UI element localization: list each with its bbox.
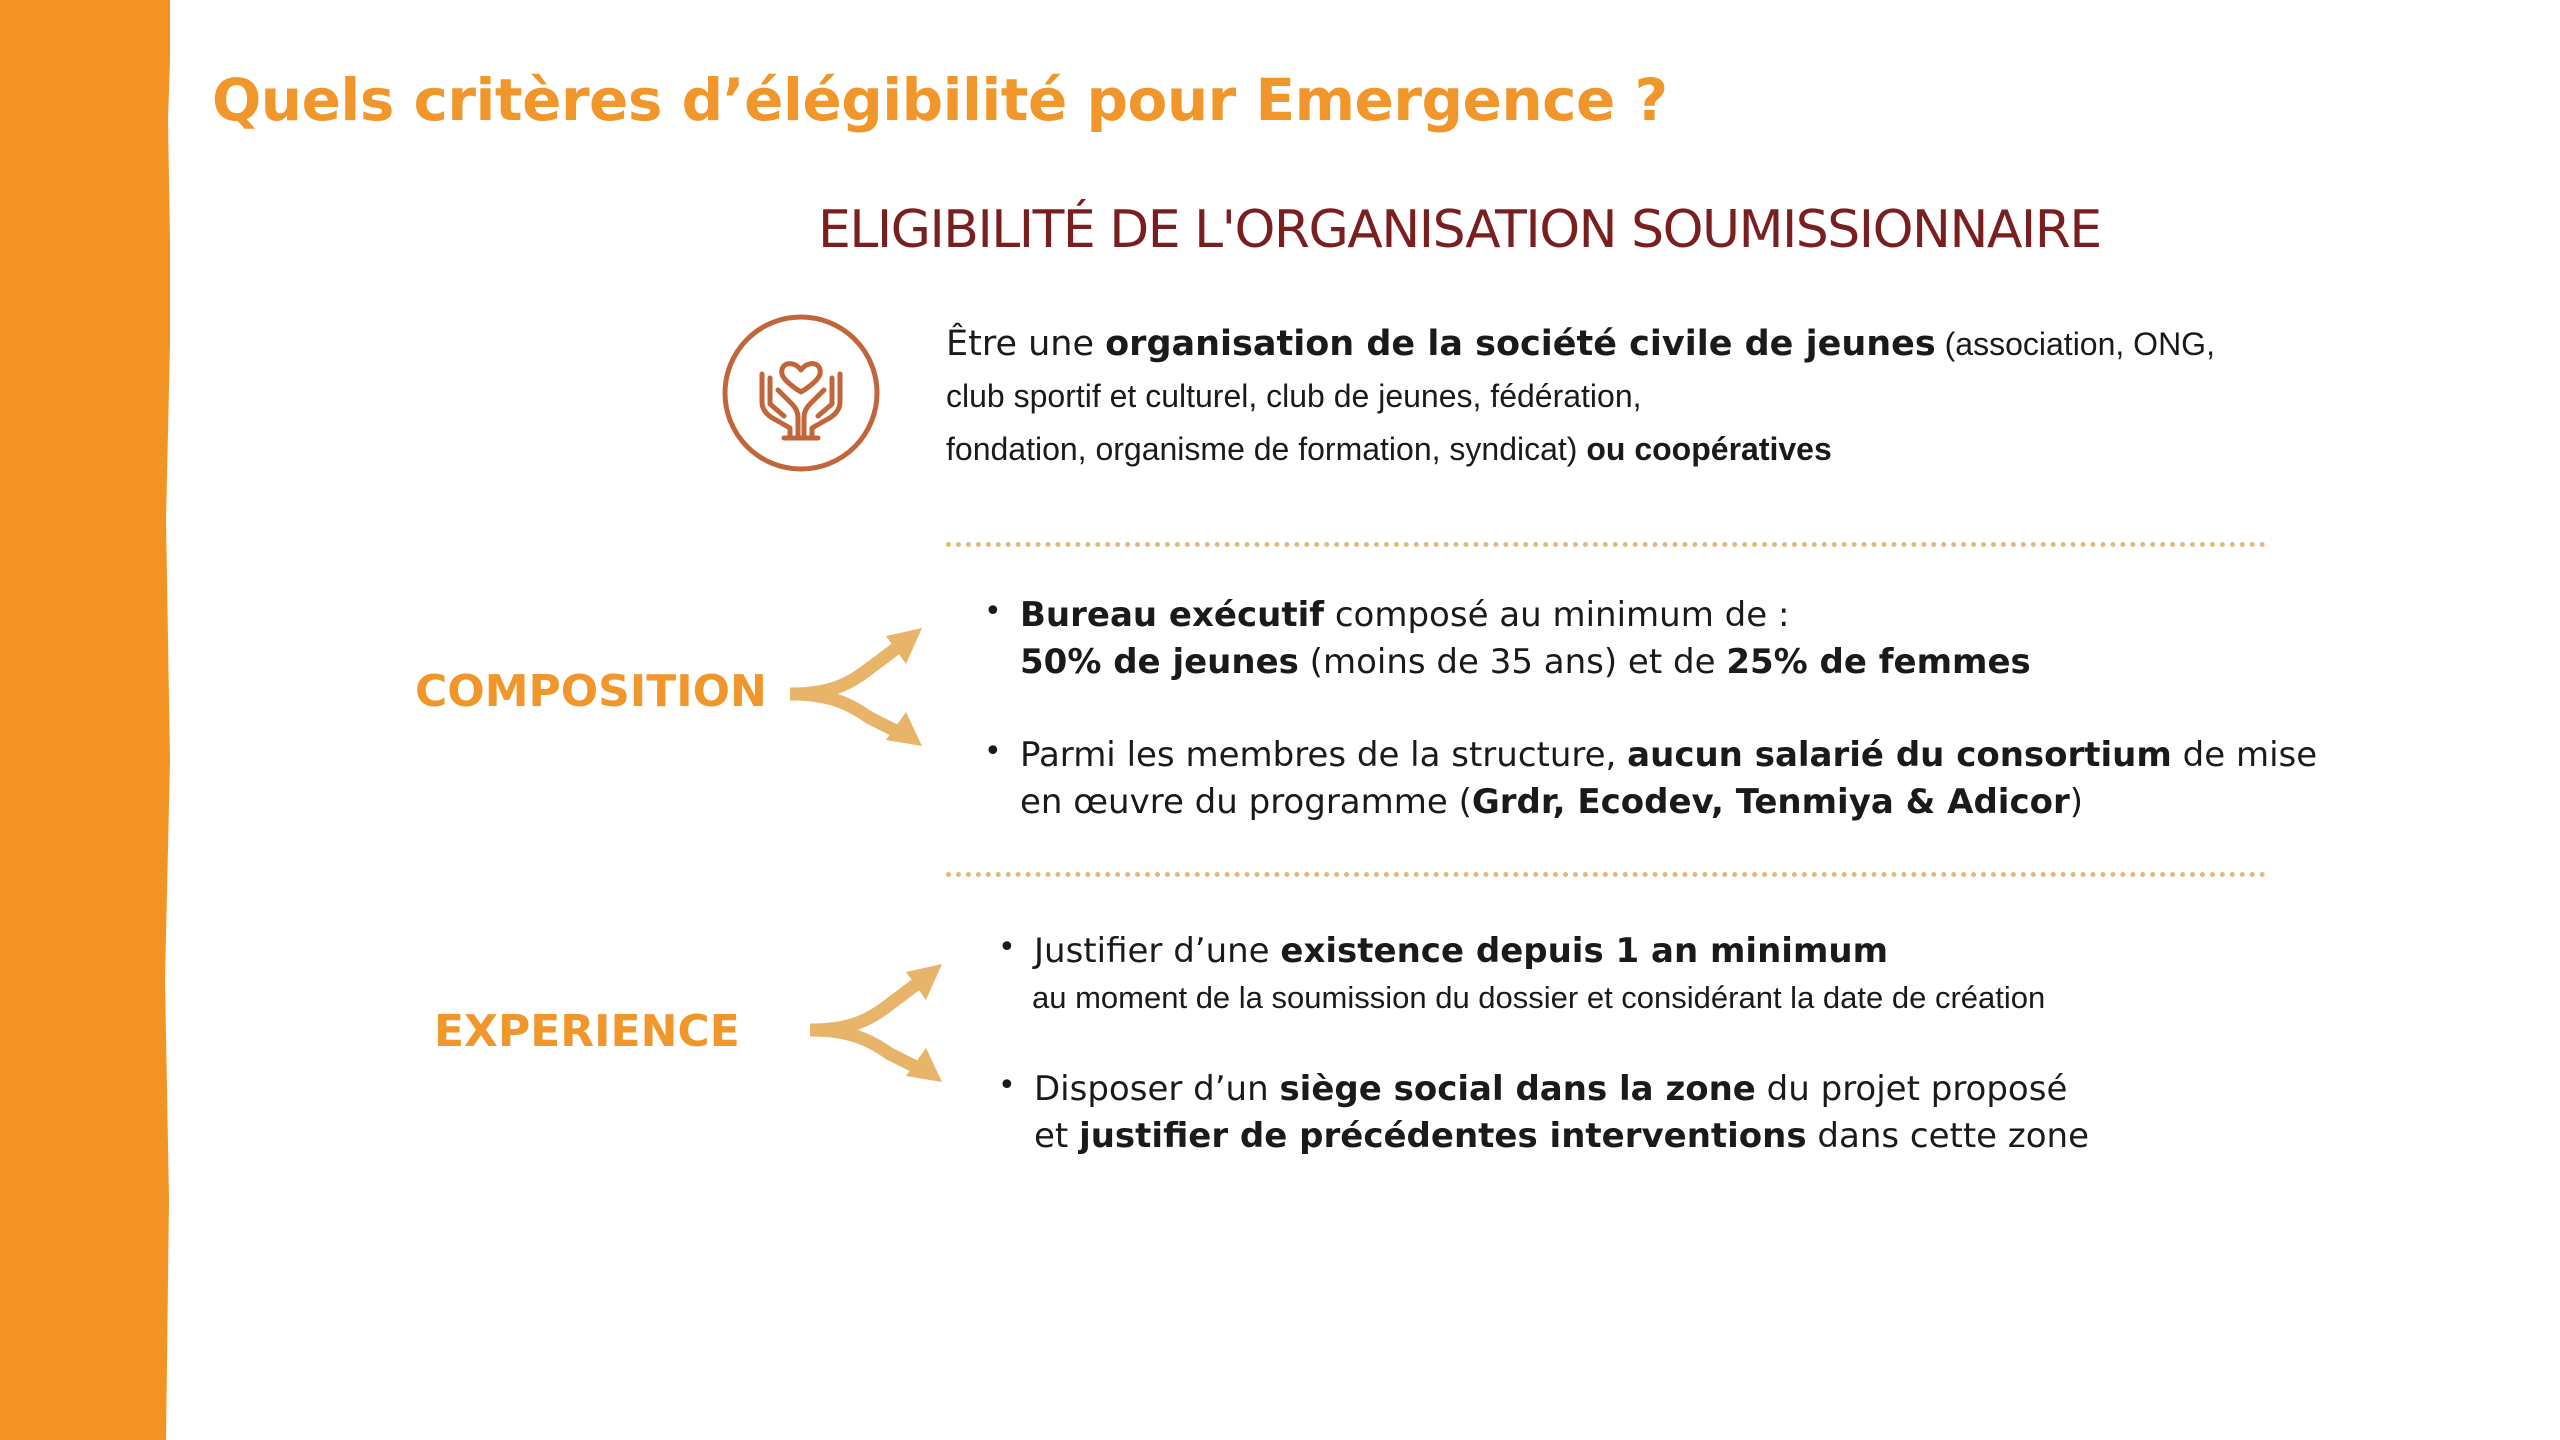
hands-heart-icon xyxy=(720,312,882,474)
page-title: Quels critères d’élégibilité pour Emergence ? xyxy=(212,66,1668,134)
bullet-dot: • xyxy=(984,734,1002,769)
branch-arrow-icon xyxy=(810,964,950,1084)
side-accent-bar xyxy=(0,0,170,1440)
bullet-text-bold: siège social dans la zone xyxy=(1279,1069,1756,1109)
bullet-dot: • xyxy=(998,1068,1016,1103)
dotted-divider xyxy=(946,542,2266,547)
org-text-line: club sportif et culturel, club de jeunes, fédération, xyxy=(946,378,1642,414)
bullet-subtext: au moment de la soumission du dossier et considérant la date de création xyxy=(1032,980,2046,1015)
org-text-part: (association, ONG, xyxy=(1935,326,2215,362)
section-heading: ELIGIBILITÉ DE L'ORGANISATION SOUMISSIONNAIRE xyxy=(818,200,2101,260)
bullet-text-bold: 25% de femmes xyxy=(1726,642,2031,682)
experience-bullet-2 xyxy=(998,1066,2089,1160)
experience-bullet-1 xyxy=(998,928,2045,1021)
org-text-part: fondation, organisme de formation, syndicat) xyxy=(946,431,1587,467)
bullet-text: de mise xyxy=(2171,735,2318,775)
bullet-text: Disposer d’un xyxy=(1034,1069,1280,1109)
bullet-dot: • xyxy=(984,594,1002,629)
bullet-text: (moins de 35 ans) et de xyxy=(1298,642,1727,682)
branch-arrow-icon xyxy=(790,628,930,748)
bullet-text: dans cette zone xyxy=(1806,1116,2090,1156)
bullet-text-bold: Bureau exécutif xyxy=(1020,595,1325,635)
bullet-dot: • xyxy=(998,930,1016,965)
composition-bullet-2 xyxy=(984,732,2317,826)
composition-bullet-1 xyxy=(984,592,2031,686)
experience-label: EXPERIENCE xyxy=(434,1006,740,1057)
bullet-text-bold: existence depuis 1 an minimum xyxy=(1280,931,1889,971)
bullet-text-bold: aucun salarié du consortium xyxy=(1627,735,2172,775)
org-text-bold: organisation de la société civile de jeunes xyxy=(1105,324,1936,364)
org-text-part: Être une xyxy=(946,324,1106,364)
bullet-text: Parmi les membres de la structure, xyxy=(1020,735,1628,775)
bullet-text: Justifier d’une xyxy=(1034,931,1281,971)
dotted-divider xyxy=(946,872,2266,877)
bullet-text: et xyxy=(1034,1116,1080,1156)
bullet-text-bold: justifier de précédentes interventions xyxy=(1079,1116,1807,1156)
composition-label: COMPOSITION xyxy=(415,666,767,717)
org-text-bold: ou coopératives xyxy=(1586,431,1832,467)
org-eligibility-text xyxy=(946,318,2236,476)
bullet-text: en œuvre du programme ( xyxy=(1020,782,1472,822)
bullet-text-bold: Grdr, Ecodev, Tenmiya & Adicor xyxy=(1471,782,2070,822)
bullet-text: composé au minimum de : xyxy=(1324,595,1790,635)
bullet-text: du projet proposé xyxy=(1755,1069,2068,1109)
bullet-text: ) xyxy=(2069,782,2083,822)
bullet-text-bold: 50% de jeunes xyxy=(1020,642,1299,682)
